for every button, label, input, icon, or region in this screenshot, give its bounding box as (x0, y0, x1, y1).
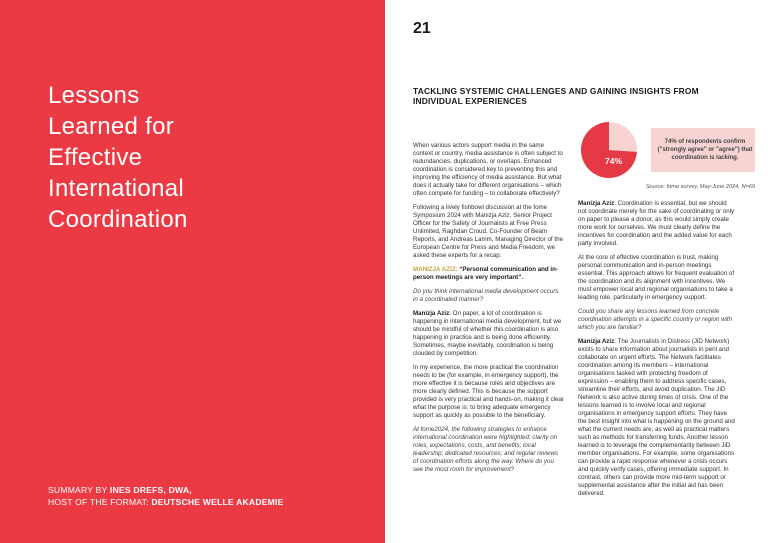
answer-text: : On paper, a lot of coordination is happening in international media development, but we should be mindful of whether this coordination is also happening in practice and is being done efficiently. Sometimes, maybe inevitably, coordination is being clouded by competition. (413, 310, 562, 357)
interview-answer (578, 200, 736, 248)
summary-prefix: SUMMARY BY (48, 485, 110, 495)
right-panel (385, 0, 768, 543)
speaker-name: Manizja Aziz (578, 200, 615, 207)
survey-chart (579, 120, 755, 180)
text-column-right (578, 200, 736, 504)
pie-slice-other (609, 122, 637, 152)
speaker-name: Manizja Aziz (413, 310, 450, 317)
article-heading: TACKLING SYSTEMIC CHALLENGES AND GAINING INSIGHTS FROM INDIVIDUAL EXPERIENCES (413, 86, 699, 106)
summary-credit (48, 484, 284, 508)
intro-paragraph: Following a lively fishbowl discussion at the fome Symposium 2024 with Manizja Aziz, Senior Project Officer for the Safety of Journalists at Free Press Unlimited, Raghdan Croud, Co-Founder of Beam Reports, and Andreas Lamm, Managing Director of the European Centre for Press and Media Freedom, we asked these experts for a recap. (413, 204, 563, 259)
host-name: DEUTSCHE WELLE AKADEMIE (151, 497, 284, 507)
interview-question: Do you think international media development occurs in a coordinated manner? (413, 288, 559, 303)
title-line: Effective (48, 144, 143, 171)
intro-paragraph: When various actors support media in the same context or country, media assistance is often subject to redundancies, duplications, or overlaps. Enhanced coordination is considered key to preventing this and improving the efficiency of media assistance. But what does it actually take for different organisations – which often compete for funding – to collaborate effectively? (413, 142, 563, 197)
answer-text: : The Journalists in Distress (JiD Network) exists to share information about journalists in peril and collaborate on urgent efforts. The Network facilitates coordination among its members – international organisations tasked with protecting freedom of expression – enabling them to address specific cases, streamline their efforts, and avoid duplication. The JiD Network is also active during times of crisis. One of the lessons learned is to involve local and regional organisations in emergency support efforts. They have the best insight into what is happening on the ground and what the current needs are, as well as practical matters such as methods for transferring funds. Another lesson learned is to leverage the complementarity between JiD member organisations. For example, some organisations can provide a rapid response whenever a crisis occurs and quickly verify cases, offering immediate support. In contrast, others can provide more mid-term support or supplemental assistance after the initial aid has been delivered. (578, 338, 735, 497)
pull-quote-text: “Personal communication and in-person meetings are very important”. (413, 266, 558, 281)
interview-answer: At the core of effective coordination is trust, making personal communication and in-person meetings essential. This approach allows for frequent evaluation of the coordination and its alignment with incentives. We must empower local and regional organisations to take a leading role, particularly in emergency support. (578, 254, 735, 301)
title-line: Learned for (48, 113, 175, 140)
title-line: Coordination (48, 206, 188, 233)
chart-source: Source: fome survey, May-June 2024, N=69 (645, 184, 755, 190)
section-title (48, 80, 188, 235)
title-line: International (48, 175, 184, 202)
interview-question: Could you share any lessons learned from concrete coordination attempts in a specific country or region with which you are familiar? (578, 308, 733, 331)
text-column-left (413, 142, 565, 480)
pie-value-label: 74% (605, 156, 623, 166)
pie-caption: 74% of respondents confirm ("strongly agree" or "agree") that coordination is lacking. (657, 139, 753, 161)
page-number: 21 (413, 20, 431, 37)
interview-question: At fome2024, the following strategies to enhance international coordination were highlighted: clarity on roles, expectations, costs, and benefits; local leadership; dedicated resources; and regular reviews of coordination efforts along the way. Where do you see the most room for improvement? (413, 426, 559, 473)
interview-answer (413, 310, 565, 358)
host-line (48, 496, 284, 508)
pull-quote (413, 266, 565, 282)
pull-quote-name: MANIZJA AZIZ: (413, 266, 458, 273)
answer-text: : Coordination is essential, but we should not coordinate merely for the sake of coordinating or only on paper to please a donor, as this would simply create more work for ourselves. We must clearly define the incentives for coordination and the added value for each party involved. (578, 200, 735, 247)
title-line: Lessons (48, 82, 140, 109)
summary-author-line (48, 484, 284, 496)
host-prefix: HOST OF THE FORMAT: (48, 497, 152, 507)
interview-answer: In my experience, the more practical the coordination needs to be (for example, in emergency support), the more effective it is because roles and objectives are more clearly defined. This is because the support provided is very practical and hands-on, making it clear what the purpose is: to bring adequate emergency support as quickly as possible to the beneficiary. (413, 364, 564, 419)
summary-author: INES DREFS, DWA, (109, 485, 192, 495)
speaker-name: Manizja Aziz (578, 338, 615, 345)
interview-answer (578, 338, 736, 498)
